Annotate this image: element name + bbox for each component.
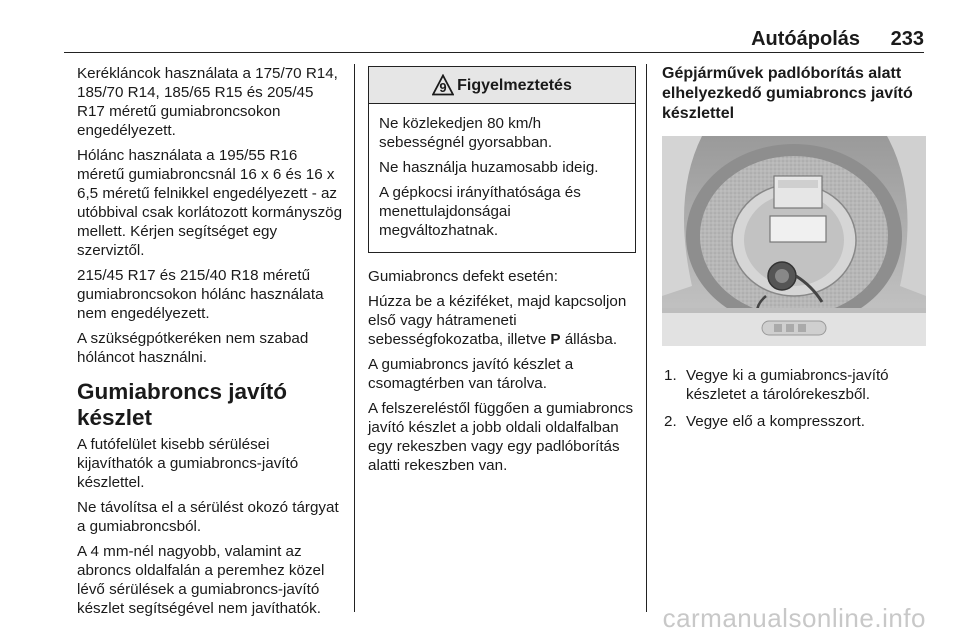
column-left [77, 64, 345, 624]
instruction-list [662, 366, 934, 431]
warning-icon [432, 74, 454, 96]
watermark: carmanualsonline.info [662, 603, 926, 633]
paragraph: Húzza be a kéziféket, majd kapcsoljon első vagy hátrameneti sebességfokozatba, illetve P állásba. [368, 293, 627, 348]
paragraph: A 4 mm-nél nagyobb, valamint az abroncs oldalfalán a peremhez közel lévő sérülések a gumiabroncs-javító készlet segítségével nem javíthatók. [77, 543, 325, 617]
paragraph: Ne távolítsa el a sérülést okozó tárgyat a gumiabroncsból. [77, 499, 339, 535]
chapter-title: Autóápolás [751, 28, 860, 50]
paragraph: 215/45 R17 és 215/40 R18 méretű gumiabroncsokon hólánc használata nem engedélyezett. [77, 267, 324, 322]
warning-line: Ne használja huzamosabb ideig. [379, 159, 599, 176]
paragraph: A szükségpótkeréken nem szabad hóláncot használni. [77, 330, 309, 366]
warning-header [369, 67, 635, 104]
step-text: Vegye elő a kompresszort. [686, 413, 865, 430]
column-divider [354, 64, 355, 612]
list-item [662, 412, 934, 431]
section-heading: Gumiabroncs javító készlet [77, 379, 288, 430]
warning-title: Figyelmeztetés [457, 76, 572, 94]
page-header [64, 26, 924, 53]
step-number: 2. [664, 413, 677, 430]
tire-repair-kit-illustration [662, 136, 926, 346]
paragraph: Hólánc használata a 195/55 R16 méretű gumiabroncsnál 16 x 6 és 16 x 6,5 méretű felnikkel engedélyezett - az utóbbival csak korlátozott kormányszög mellett. Kérjen segítséget egy szerviztől. [77, 147, 343, 259]
paragraph: Kerékláncok használata a 175/70 R14, 185/70 R14, 185/65 R15 és 205/45 R17 méretű gumiabroncsokon engedélyezett. [77, 65, 338, 139]
paragraph: A felszereléstől függően a gumiabroncs javító készlet a jobb oldali oldalfalban egy rekeszben vagy egy padlóborítás alatti rekeszben van. [368, 400, 634, 474]
step-text: Vegye ki a gumiabroncs-javító készletet a tárolórekeszből. [686, 367, 889, 403]
list-item [662, 366, 934, 404]
step-number: 1. [664, 367, 677, 384]
paragraph: Gumiabroncs defekt esetén: [368, 268, 558, 285]
warning-line: A gépkocsi irányíthatósága és menettulajdonságai megváltozhatnak. [379, 184, 581, 239]
warning-body [369, 104, 635, 252]
warning-box [368, 66, 636, 253]
column-middle [368, 64, 636, 481]
svg-text:9: 9 [439, 80, 447, 95]
column-right [662, 64, 934, 439]
page-number: 233 [890, 28, 924, 50]
warning-line: Ne közlekedjen 80 km/h sebességnél gyorsabban. [379, 115, 553, 151]
paragraph: A futófelület kisebb sérülései kijavíthatók a gumiabroncs-javító készlettel. [77, 436, 299, 491]
paragraph: A gumiabroncs javító készlet a csomagtérben van tárolva. [368, 356, 574, 392]
column-divider [646, 64, 647, 612]
gear-position-p: P [550, 331, 561, 348]
subsection-heading: Gépjárművek padlóborítás alatt elhelyezkedő gumiabroncs javító készlettel [662, 65, 913, 122]
